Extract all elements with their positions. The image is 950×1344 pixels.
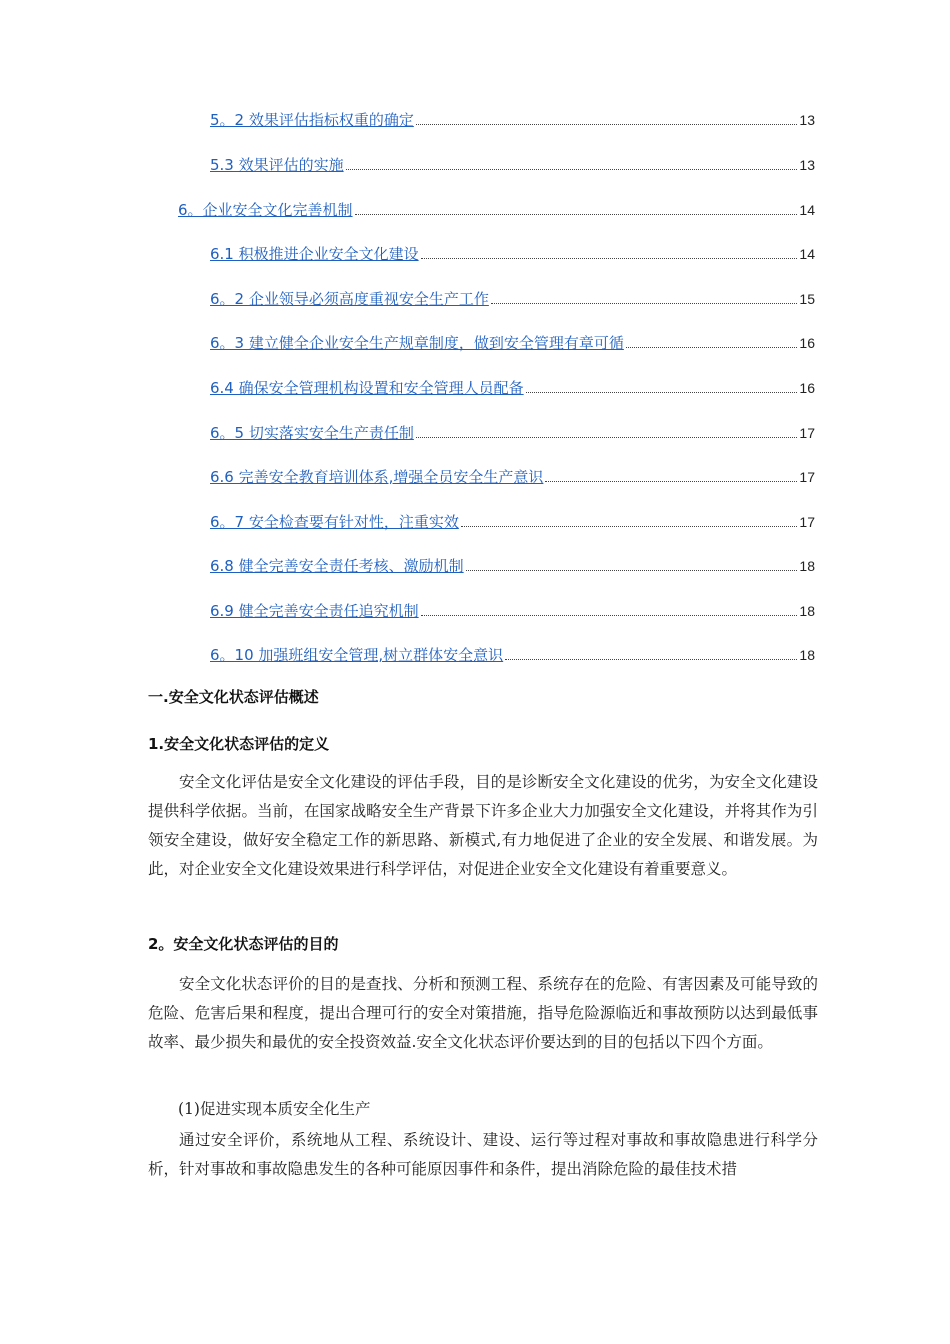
toc-entry-link[interactable]: 6。10 加强班组安全管理,树立群体安全意识 <box>210 646 504 664</box>
toc-entry-link[interactable]: 5。2 效果评估指标权重的确定 <box>210 111 414 129</box>
paragraph-text: 安全文化状态评价的目的是查找、分析和预测工程、系统存在的危险、有害因素及可能导致的危险、危害后果和程度，提出合理可行的安全对策措施，指导危险源临近和事故预防以达到最低事故率、最少损失和最优的安全投资效益.安全文化状态评价要达到的目的包括以下四个方面。 <box>148 975 818 1051</box>
toc-leader-dots <box>346 168 798 170</box>
toc-page-number: 18 <box>799 647 815 663</box>
toc-entry-link[interactable]: 6。7 安全检查要有针对性，注重实效 <box>210 513 459 531</box>
toc-page-number: 14 <box>799 202 815 218</box>
toc-leader-dots <box>526 391 798 393</box>
list-item-heading: (1)促进实现本质安全化生产 <box>178 1100 371 1118</box>
toc-entry-link[interactable]: 6。企业安全文化完善机制 <box>178 201 353 219</box>
toc-leader-dots <box>491 302 798 304</box>
toc-page-number: 17 <box>799 514 815 530</box>
toc-entry[interactable] <box>210 461 815 487</box>
toc-entry[interactable] <box>210 149 815 175</box>
toc-page-number: 17 <box>799 425 815 441</box>
toc-leader-dots <box>355 213 798 215</box>
toc-page-number: 15 <box>799 291 815 307</box>
toc-entry-link[interactable]: 6.8 健全完善安全责任考核、激励机制 <box>210 557 464 575</box>
toc-entry-link[interactable]: 5.3 效果评估的实施 <box>210 156 344 174</box>
toc-leader-dots <box>416 436 798 438</box>
toc-page-number: 16 <box>799 380 815 396</box>
toc-entry[interactable] <box>210 238 815 264</box>
toc-entry-link[interactable]: 6。5 切实落实安全生产责任制 <box>210 424 414 442</box>
toc-entry[interactable] <box>210 372 815 398</box>
toc-page-number: 17 <box>799 469 815 485</box>
section-heading: 一.安全文化状态评估概述 <box>148 688 319 706</box>
toc-entry[interactable] <box>210 639 815 665</box>
toc-leader-dots <box>421 257 798 259</box>
body-paragraph <box>148 970 818 1057</box>
toc-entry-link[interactable]: 6.1 积极推进企业安全文化建设 <box>210 245 419 263</box>
toc-page-number: 14 <box>799 246 815 262</box>
subsection-heading: 1.安全文化状态评估的定义 <box>148 735 330 753</box>
toc-entry-link[interactable]: 6.4 确保安全管理机构设置和安全管理人员配备 <box>210 379 524 397</box>
toc-leader-dots <box>505 658 797 660</box>
body-paragraph <box>148 768 818 884</box>
toc-entry-link[interactable]: 6.9 健全完善安全责任追究机制 <box>210 602 419 620</box>
toc-entry[interactable] <box>178 194 815 220</box>
toc-page-number: 16 <box>799 335 815 351</box>
subsection-heading: 2。安全文化状态评估的目的 <box>148 935 339 953</box>
toc-entry-link[interactable]: 6。3 建立健全企业安全生产规章制度，做到安全管理有章可循 <box>210 334 624 352</box>
toc-entry[interactable] <box>210 327 815 353</box>
paragraph-text: 安全文化评估是安全文化建设的评估手段，目的是诊断安全文化建设的优劣，为安全文化建设提供科学依据。当前，在国家战略安全生产背景下许多企业大力加强安全文化建设，并将其作为引领安全建设，做好安全稳定工作的新思路、新模式,有力地促进了企业的安全发展、和谐发展。为此，对企业安全文化建设效果进行科学评估，对促进企业安全文化建设有着重要意义。 <box>148 773 818 878</box>
toc-page-number: 13 <box>799 112 815 128</box>
toc-entry-link[interactable]: 6.6 完善安全教育培训体系,增强全员安全生产意识 <box>210 468 544 486</box>
toc-leader-dots <box>466 569 798 571</box>
toc-entry[interactable] <box>210 550 815 576</box>
toc-page-number: 18 <box>799 558 815 574</box>
toc-entry[interactable] <box>210 506 815 532</box>
toc-entry[interactable] <box>210 595 815 621</box>
paragraph-text: 通过安全评价，系统地从工程、系统设计、建设、运行等过程对事故和事故隐患进行科学分析，针对事故和事故隐患发生的各种可能原因事件和条件，提出消除危险的最佳技术措 <box>148 1131 818 1178</box>
toc-entry[interactable] <box>210 283 815 309</box>
toc-leader-dots <box>461 525 798 527</box>
toc-leader-dots <box>626 346 798 348</box>
toc-page-number: 18 <box>799 603 815 619</box>
toc-entry[interactable] <box>210 104 815 130</box>
toc-entry-link[interactable]: 6。2 企业领导必须高度重视安全生产工作 <box>210 290 489 308</box>
body-paragraph <box>148 1126 818 1184</box>
toc-entry[interactable] <box>210 417 815 443</box>
toc-leader-dots <box>545 480 797 482</box>
toc-leader-dots <box>416 123 798 125</box>
toc-leader-dots <box>421 614 798 616</box>
toc-page-number: 13 <box>799 157 815 173</box>
